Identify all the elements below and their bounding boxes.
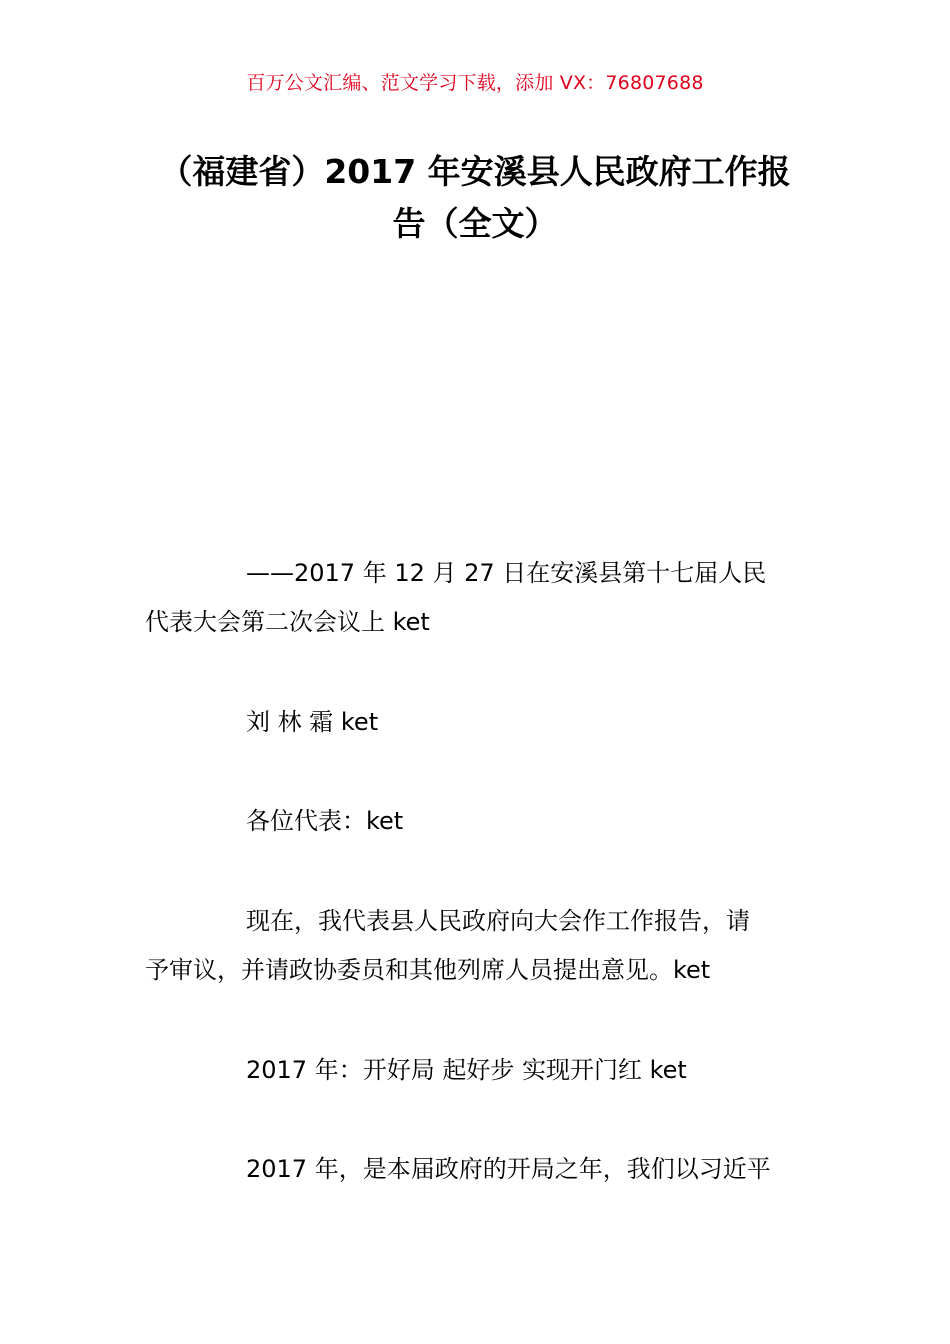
watermark-header-note: 百万公文汇编、范文学习下载，添加 VX：76807688 [246,72,704,94]
speaker-name: 刘 林 霜 ket [246,708,379,736]
intro-line-2: 予审议，并请政协委员和其他列席人员提出意见。ket [145,956,711,984]
dateline-line-2: 代表大会第二次会议上 ket [145,608,430,636]
salutation: 各位代表：ket [246,807,404,835]
intro-paragraph [145,897,810,995]
document-title [140,146,810,250]
section-heading: 2017 年：开好局 起好步 实现开门红 ket [246,1056,687,1084]
intro-line-1: 现在，我代表县人民政府向大会作工作报告，请 [246,907,750,935]
dateline-paragraph [145,549,810,647]
paragraph-start: 2017 年，是本届政府的开局之年，我们以习近平 [246,1155,771,1183]
dateline-line-1: ——2017 年 12 月 27 日在安溪县第十七届人民 [246,559,767,587]
title-line-1: （福建省）2017 年安溪县人民政府工作报 [159,152,791,191]
title-line-2: 告（全文） [392,204,558,243]
